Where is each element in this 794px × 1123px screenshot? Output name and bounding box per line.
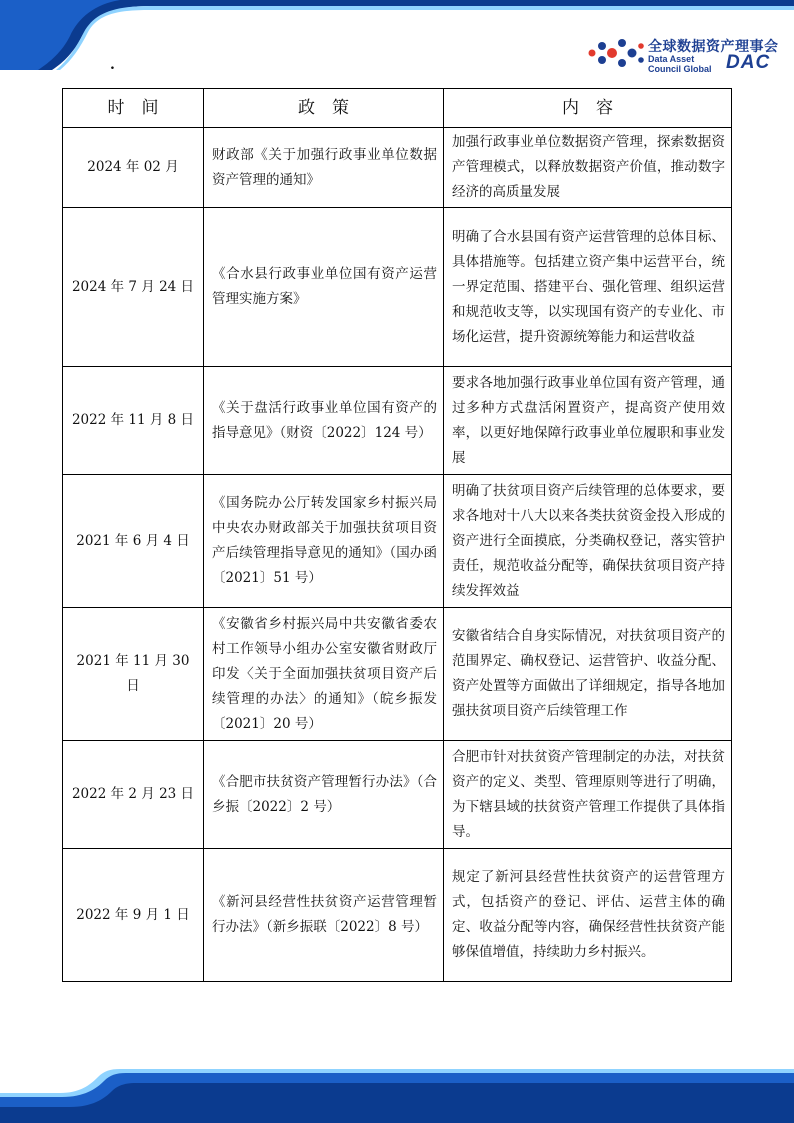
row-policy: 《国务院办公厅转发国家乡村振兴局中央农办财政部关于加强扶贫项目资产后续管理指导意见的通知》（国办函〔2021〕51 号） [204, 475, 444, 608]
header-time: 时 间 [63, 89, 204, 128]
row-content: 要求各地加强行政事业单位国有资产管理，通过多种方式盘活闲置资产，提高资产使用效率，以更好地保障行政事业单位履职和事业发展 [444, 367, 732, 475]
logo-dots-icon [586, 34, 646, 72]
table-row [63, 367, 732, 475]
row-policy: 《安徽省乡村振兴局中共安徽省委农村工作领导小组办公室安徽省财政厅印发〈关于全面加强扶贫项目资产后续管理的办法〉的通知》（皖乡振发〔2021〕20 号） [204, 608, 444, 741]
row-content: 明确了扶贫项目资产后续管理的总体要求，要求各地对十八大以来各类扶贫资金投入形成的资产进行全面摸底，分类确权登记，落实管护责任，规范收益分配等，确保扶贫项目资产持续发挥效益 [444, 475, 732, 608]
row-policy: 财政部《关于加强行政事业单位数据资产管理的通知》 [204, 128, 444, 208]
row-content: 合肥市针对扶贫资产管理制定的办法，对扶贫资产的定义、类型、管理原则等进行了明确，为下辖县域的扶贫资产管理工作提供了具体指导。 [444, 741, 732, 849]
policy-table [62, 88, 732, 982]
row-policy: 《合肥市扶贫资产管理暂行办法》（合乡振〔2022〕2 号） [204, 741, 444, 849]
row-date: 2022 年 9 月 1 日 [63, 849, 204, 982]
footer-band [0, 1063, 794, 1123]
row-date: 2021 年 6 月 4 日 [63, 475, 204, 608]
row-policy: 《新河县经营性扶贫资产运营管理暂行办法》（新乡振联〔2022〕8 号） [204, 849, 444, 982]
logo-english-name [648, 54, 712, 74]
table-row [63, 128, 732, 208]
logo-english-line1: Data Asset [648, 54, 695, 64]
row-policy: 《关于盘活行政事业单位国有资产的指导意见》（财资〔2022〕124 号） [204, 367, 444, 475]
table-row [63, 608, 732, 741]
row-content: 规定了新河县经营性扶贫资产的运营管理方式，包括资产的登记、评估、运营主体的确定、收益分配等内容，确保经营性扶贫资产能够保值增值，持续助力乡村振兴。 [444, 849, 732, 982]
table-row [63, 849, 732, 982]
row-policy: 《合水县行政事业单位国有资产运营管理实施方案》 [204, 208, 444, 367]
header-policy: 政 策 [204, 89, 444, 128]
row-date: 2021 年 11 月 30 日 [63, 608, 204, 741]
row-date: 2024 年 7 月 24 日 [63, 208, 204, 367]
table-header-row [63, 89, 732, 128]
table-row [63, 741, 732, 849]
header-content: 内 容 [444, 89, 732, 128]
row-date: 2022 年 2 月 23 日 [63, 741, 204, 849]
logo-abbreviation: DAC [726, 52, 771, 73]
dac-logo [586, 34, 779, 74]
row-content: 加强行政事业单位数据资产管理，探索数据资产管理模式，以释放数据资产价值，推动数字经济的高质量发展 [444, 128, 732, 208]
row-date: 2024 年 02 月 [63, 128, 204, 208]
row-content: 安徽省结合自身实际情况，对扶贫项目资产的范围界定、确权登记、运营管护、收益分配、资产处置等方面做出了详细规定，指导各地加强扶贫项目资产后续管理工作 [444, 608, 732, 741]
table-row [63, 475, 732, 608]
row-date: 2022 年 11 月 8 日 [63, 367, 204, 475]
table-row [63, 208, 732, 367]
stray-mark: . [110, 57, 115, 73]
logo-english-line2: Council Global [648, 64, 712, 74]
row-content: 明确了合水县国有资产运营管理的总体目标、具体措施等。包括建立资产集中运营平台，统一界定范围、搭建平台、强化管理、组织运营和规范收支等，以实现国有资产的专业化、市场化运营，提升资源统筹能力和运营收益 [444, 208, 732, 367]
logo-chinese-name: 全球数据资产理事会 [648, 39, 779, 55]
